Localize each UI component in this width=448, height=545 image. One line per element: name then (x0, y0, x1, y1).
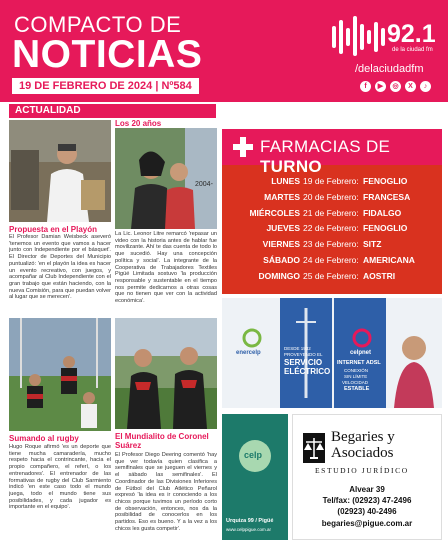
pharmacy-row (222, 220, 442, 236)
begaries-ad[interactable] (292, 414, 442, 540)
article-1-title[interactable]: Propuesta en el Playón (9, 225, 98, 234)
issue-date: 19 DE FEBRERO DE 2024 | Nº584 (12, 78, 199, 94)
pharmacy-day: DOMINGO (258, 270, 300, 281)
pharmacy-row (222, 236, 442, 252)
pharmacy-name: AOSTRI (363, 270, 396, 281)
article-2-title[interactable]: Los 20 años (115, 119, 162, 128)
pharmacy-date: 22 de Febrero: (303, 223, 359, 234)
pharmacy-name: FIDALGO (363, 207, 402, 218)
svg-text:2004-: 2004- (195, 181, 213, 188)
pharmacy-name: SITZ (363, 239, 382, 250)
radio-logo[interactable] (332, 14, 440, 58)
station-tagline: de la ciudad fm (392, 47, 433, 53)
article-1-photo (9, 120, 111, 222)
pharmacy-name: AMERICANA (363, 254, 415, 265)
enercelp-label: enercelp (236, 350, 261, 356)
article-2-body: La Lic. Leonor Litre remarcó 'repasar un video con la historia antes de hablar fue movilizante. Ahí te das cuenta de todo lo que sucedió. Hay una concepción política y social'. La integrante de la Cooperativa de Trabajadores Textiles Pigüé Limitada sostuvo 'la producción responsable y sustentable en el tiempo nos permite dedicarnos a otras cosas que no tienen que ver con la actividad económica'. (115, 231, 217, 305)
pharmacy-day: MIÉRCOLES (249, 207, 300, 218)
soccer-coaches-image (115, 318, 217, 429)
servicio-line-2: PROVEYENDO EL (284, 352, 323, 357)
article-3-title[interactable]: Sumando al rugby (9, 434, 79, 443)
frequency-label: 92.1 (387, 20, 436, 48)
servicio-line-1: DESDE 1932 (284, 346, 311, 351)
firm-name-line-2: Asociados (331, 445, 394, 461)
pharmacy-date: 19 de Febrero: (303, 176, 359, 186)
medical-cross-icon (233, 137, 253, 157)
pharmacy-date: 21 de Febrero: (303, 207, 359, 218)
header-kicker: COMPACTO DE (14, 12, 182, 37)
facebook-icon[interactable]: f (360, 81, 371, 92)
interview-image (115, 128, 217, 229)
internet-label: INTERNET ADSL (337, 360, 381, 366)
celp-logo-text: celp (244, 450, 263, 460)
pharmacy-date: 24 de Febrero: (303, 254, 359, 265)
pharmacy-list (222, 173, 442, 284)
celpnet-label: celpnet (350, 350, 372, 356)
pharmacy-date: 20 de Febrero: (303, 191, 359, 202)
article-4-body: El Profesor Diego Deering comentó 'hay que ver todavía quien clasifica a semifinales que se jueguen el viernes y el sábado las semifinales'. El Coordinador de las Divisiones Inferiores de Fútbol del Club Atlético Peñarol expresó 'la idea es ir conociendo a los chicos porque tuvimos un período corto de observación, entonces, nos da la posibilidad de conocerlos en los partidos. Eso es bueno. Y a la vez a los chicos les gusta competir'. (115, 452, 217, 532)
servicio-line-4: ELÉCTRICO (284, 367, 331, 376)
article-2-photo (115, 128, 217, 229)
celp-small-ad[interactable] (222, 414, 288, 540)
pharmacy-name: FENOGLIO (363, 176, 408, 186)
pharmacy-row (222, 173, 442, 189)
pharmacy-day: MARTES (264, 191, 300, 202)
signal-bars-icon (332, 16, 386, 56)
article-1-body: El Profesor Damian Weisbeck aseveró 'tenemos un evento que vamos a hacer junto con Independiente por el básquet'. El Director de Deportes del Municipio puntualizó: 'en el playón la idea es hacer un evento recreativo, con juegos, y acompañar al Club Independiente con el gran trabajo que están haciendo, con la nueva Comisión, para que puedan volver al lugar que se merecen'. (9, 234, 111, 301)
pharmacy-header (222, 129, 442, 176)
celp-address: Urquiza 99 / Pigüé (226, 518, 274, 524)
social-icons (360, 81, 431, 92)
celp-ad[interactable] (222, 298, 442, 408)
celp-website[interactable]: www.celppigue.com.ar (226, 527, 272, 532)
pharmacy-name: FENOGLIO (363, 223, 408, 234)
sin-limite-label: SIN LÍMITE (344, 374, 368, 379)
estable-label: ESTABLE (344, 386, 370, 392)
pharmacy-day: VIERNES (262, 239, 300, 250)
firm-name-line-1: Begaries y (331, 429, 395, 445)
pharmacy-name: FRANCESA (363, 191, 411, 202)
article-4-title[interactable]: El Mundialito de Coronel Suárez (115, 432, 209, 450)
pharmacy-date: 23 de Febrero: (303, 239, 359, 250)
pharmacy-title: FARMACIAS DE TURNO (260, 137, 391, 176)
article-3-body: Hugo Roque afirmó 'es un deporte que tiene mucha camaradería, mucho respeto hacia el contrincante, hacia el propio compañero, el referí, o los entrenadores'. El entrenador de las formativas de rugby del Club Sarmiento indicó 'en este caso todo el mundo juega, todo el mundo tiene sus posibilidades, y cada jugador es importante en el equipo'. (9, 444, 111, 511)
velocidad-label: VELOCIDAD (342, 380, 369, 385)
servicio-line-3: SERVICIO (284, 358, 323, 367)
pharmacy-panel (222, 129, 442, 294)
pharmacy-row (222, 205, 442, 221)
pharmacy-day: SÁBADO (263, 254, 300, 265)
rugby-image (9, 318, 111, 431)
article-4-photo (115, 318, 217, 429)
scales-of-justice-icon (301, 433, 327, 463)
header-title: NOTICIAS (12, 33, 203, 76)
x-icon[interactable]: X (405, 81, 416, 92)
article-3-photo (9, 318, 111, 431)
page-header (0, 0, 448, 102)
firm-phone-1: Tel/fax: (02923) 47-2496 (322, 496, 412, 505)
youtube-icon[interactable]: ▶ (375, 81, 386, 92)
firm-phone-2: (02923) 40-2496 (337, 507, 397, 516)
instagram-icon[interactable]: ◎ (390, 81, 401, 92)
section-label: ACTUALIDAD (9, 104, 216, 118)
pharmacy-day: LUNES (271, 176, 300, 186)
firm-email[interactable]: begaries@pigue.com.ar (321, 519, 413, 528)
pharmacy-date: 25 de Febrero: (303, 270, 359, 281)
pharmacy-row (222, 189, 442, 205)
pharmacy-row (222, 268, 442, 284)
threads-icon[interactable]: ♪ (420, 81, 431, 92)
firm-subtitle: ESTUDIO JURÍDICO (315, 466, 409, 475)
pharmacy-row (222, 252, 442, 268)
conexion-label: CONEXIÓN (344, 368, 369, 373)
social-handle[interactable]: /delaciudadfm (355, 63, 424, 75)
pharmacy-day: JUEVES (266, 223, 300, 234)
basketball-player-image (9, 120, 111, 222)
firm-address: Alvear 39 (349, 485, 385, 494)
